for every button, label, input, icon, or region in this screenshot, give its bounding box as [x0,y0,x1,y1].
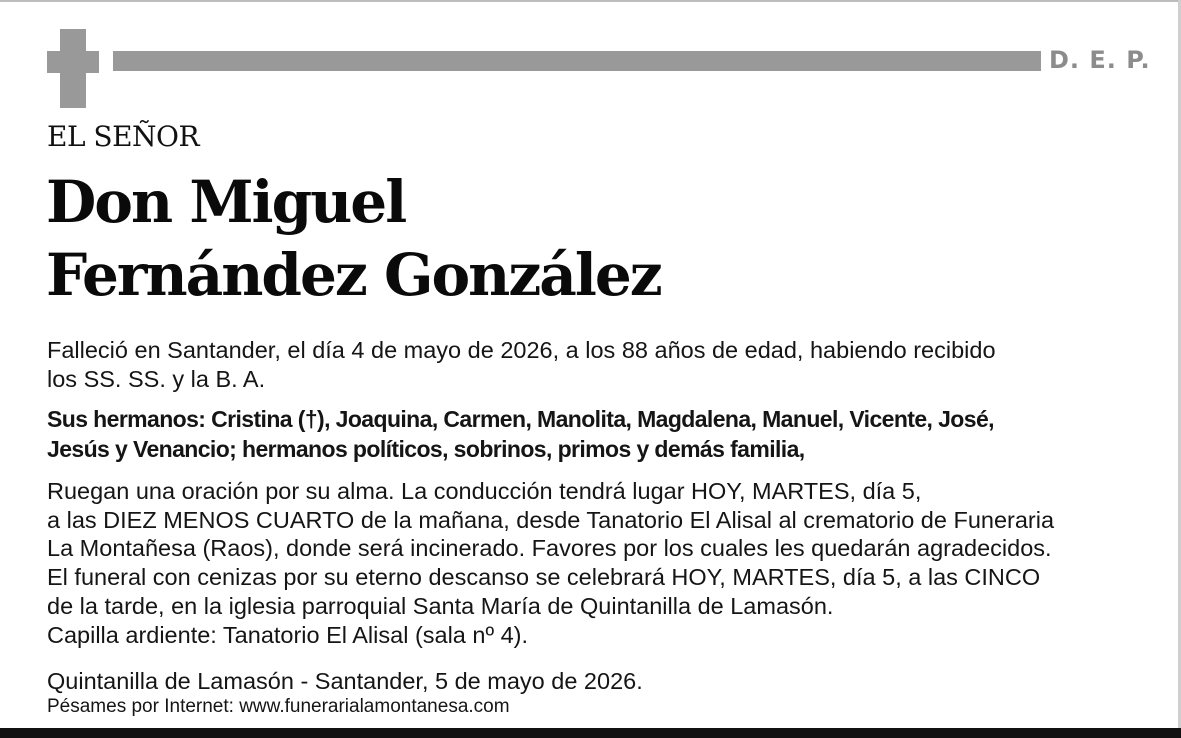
name-line-2: Fernández González [46,241,661,309]
header-rule [113,51,1041,71]
death-notice [47,336,996,393]
arrangements-line: Ruegan una oración por su alma. La conducción tendrá lugar HOY, MARTES, día 5, [47,478,922,504]
family-list [47,404,994,464]
place-date-text: Quintanilla de Lamasón - Santander, 5 de mayo de 2026. [47,668,643,694]
arrangements [47,477,1054,649]
honorific: EL SEÑOR [47,120,200,153]
cross-icon [47,29,99,108]
name-line-1: Don Miguel [46,168,406,236]
death-notice-line: los SS. SS. y la B. A. [47,365,266,392]
condolences-link[interactable]: Pésames por Internet: www.funerarialamontanesa.com [47,696,510,717]
family-line: Sus hermanos: Cristina (†), Joaquina, Carmen, Manolita, Magdalena, Manuel, Vicente, José, [47,406,994,432]
arrangements-line: a las DIEZ MENOS CUARTO de la mañana, desde Tanatorio El Alisal al crematorio de Funeraria [47,506,1055,533]
place-date [47,667,643,696]
arrangements-line: de la tarde, en la iglesia parroquial Santa María de Quintanilla de Lamasón. [47,592,834,619]
arrangements-line: La Montañesa (Raos), donde será incinerado. Favores por los cuales les quedarán agradecidos. [47,535,1052,562]
arrangements-line: El funeral con cenizas por su eterno descanso se celebrará HOY, MARTES, día 5, a las CINCO [47,564,1041,591]
bottom-border [0,728,1181,738]
top-border [0,0,1181,2]
death-notice-line: Falleció en Santander, el día 4 de mayo de 2026, a los 88 años de edad, habiendo recibido [47,337,996,363]
dep-label: D. E. P. [1049,46,1151,74]
family-line: Jesús y Venancio; hermanos políticos, sobrinos, primos y demás familia, [47,436,805,462]
arrangements-line: Capilla ardiente: Tanatorio El Alisal (sala nº 4). [47,621,529,648]
deceased-name [46,166,661,312]
